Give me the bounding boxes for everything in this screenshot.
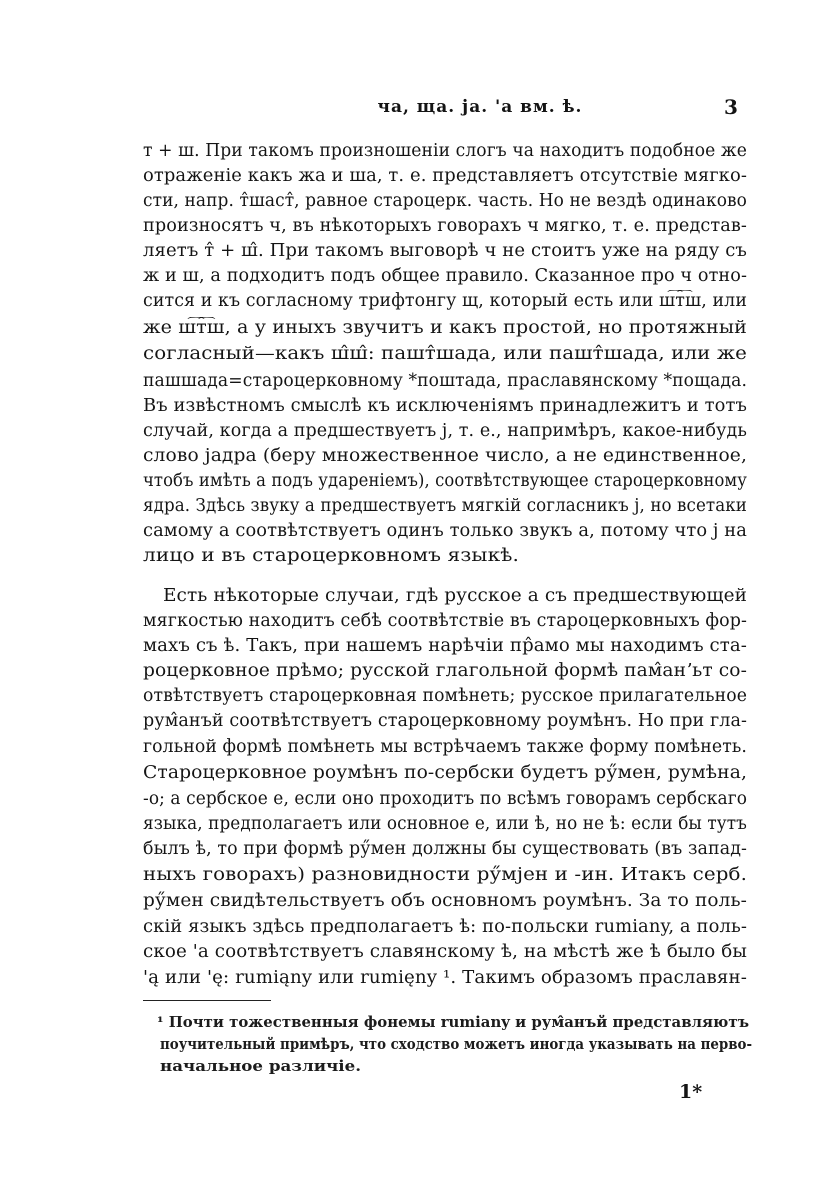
signature-mark: 1* — [679, 1081, 703, 1103]
text-line: махъ съ ѣ. Такъ, при нашемъ нарѣчiи пр̂амо мы находимъ ста- — [143, 636, 747, 656]
text-line: рум̂анъй соотвѣтствуетъ староцерковному роумѣнъ. Но при гла- — [143, 711, 747, 731]
text-line: чтобъ имѣть а подъ ударенiемъ), соотвѣтствующее староцерковному — [143, 471, 747, 491]
running-head-title: ча, ща. ја. 'а вм. ѣ. — [377, 97, 583, 117]
running-head — [0, 97, 840, 121]
text-line: языка, предполагаетъ или основное е, или ѣ, но не ѣ: если бы тутъ — [143, 814, 747, 834]
text-line: произносятъ ч, въ нѣкоторыхъ говорахъ ч мягко, т. е. представ- — [143, 216, 747, 236]
text-line: Есть нѣкоторые случаи, гдѣ русское а съ предшествующей — [163, 586, 747, 606]
text-line: Въ извѣстномъ смыслѣ къ исключенiямъ принадлежитъ и тотъ — [143, 396, 747, 416]
text-line: рӳмен свидѣтельствуетъ объ основномъ роумѣнъ. За то поль- — [143, 891, 747, 911]
text-line: сится и къ согласному трифтонгу щ, который есть или ш͡т͡ш, или — [143, 291, 747, 311]
text-line: ское 'а соотвѣтствуетъ славянскому ѣ, на мѣстѣ же ѣ было бы — [143, 942, 747, 962]
text-line: ж и ш, а подходитъ подъ общее правило. Сказанное про ч отно- — [143, 266, 747, 286]
text-line: Староцерковное роумѣнъ по-сербски будетъ рӳмен, румѣна, — [143, 763, 747, 783]
text-line: лицо и въ староцерковномъ языкѣ. — [143, 546, 520, 566]
footnote-line: ¹ Почти тожественныя фонемы rumiany и рум̂анъй представляютъ — [157, 1014, 749, 1031]
text-line: отвѣтствуетъ староцерковная помѣнеть; русское прилагательное — [143, 686, 747, 706]
text-line: пашшада=староцерковному *поштада, праславянскому *пощада. — [143, 371, 747, 391]
footnote-line: начальное различiе. — [160, 1058, 362, 1075]
footnote-line: поучительный примѣръ, что сходство можетъ иногда указывать на перво- — [160, 1036, 752, 1053]
text-line: мягкостью находитъ себѣ соотвѣтствiе въ староцерковныхъ фор- — [143, 611, 747, 631]
text-line: гольной формѣ помѣнеть мы встрѣчаемъ также форму помѣнеть. — [143, 737, 747, 757]
text-line: отраженiе какъ жа и ша, т. е. представляетъ отсутствiе мягко- — [143, 166, 747, 186]
text-line: сти, напр. т̂шаст̂, равное староцерк. часть. Но не вездѣ одинаково — [143, 191, 747, 211]
footnote-separator — [143, 1000, 271, 1001]
text-line: согласный—какъ ш̂ш̂: пашт̂шада, или пашт̂шада, или же — [143, 344, 747, 364]
text-line: случай, когда а предшествуетъ j, т. е., напримѣръ, какое-нибудь — [143, 421, 747, 441]
text-line: самому а соотвѣтствуетъ одинъ только звукъ а, потому что j на — [143, 521, 747, 541]
text-line: скiй языкъ здѣсь предполагаетъ ѣ: по-польски rumiany, а поль- — [143, 917, 747, 937]
text-line: былъ ѣ, то при формѣ рӳмен должны бы существовать (въ запад- — [143, 839, 747, 859]
text-line: ляетъ т̂ + ш̂. При такомъ выговорѣ ч не стоитъ уже на ряду съ — [143, 241, 747, 261]
text-line: 'ą или 'ę: rumiąny или rumięny ¹. Такимъ образомъ праславян- — [143, 968, 747, 988]
text-line: роцерковное прѣмо; русской глагольной формѣ пам̂анʼьт со- — [143, 661, 747, 681]
page-number: 3 — [724, 95, 738, 119]
text-line: -о; а сербское е, если оно проходитъ по всѣмъ говорамъ сербскаго — [143, 789, 747, 809]
text-line: ядра. Здѣсь звуку а предшествуетъ мягкiй согласникъ j, но всетаки — [143, 496, 747, 516]
text-line: же ш͡т͡ш, а у иныхъ звучитъ и какъ простой, но протяжный — [143, 318, 747, 338]
text-line: слово jадра (беру множественное число, а не единственное, — [143, 446, 747, 466]
text-line: т + ш. При такомъ произношенiи слогъ ча находитъ подобное же — [143, 141, 747, 161]
text-line: ныхъ говорахъ) разновидности рӳмjен и -ин. Итакъ серб. — [143, 865, 747, 885]
